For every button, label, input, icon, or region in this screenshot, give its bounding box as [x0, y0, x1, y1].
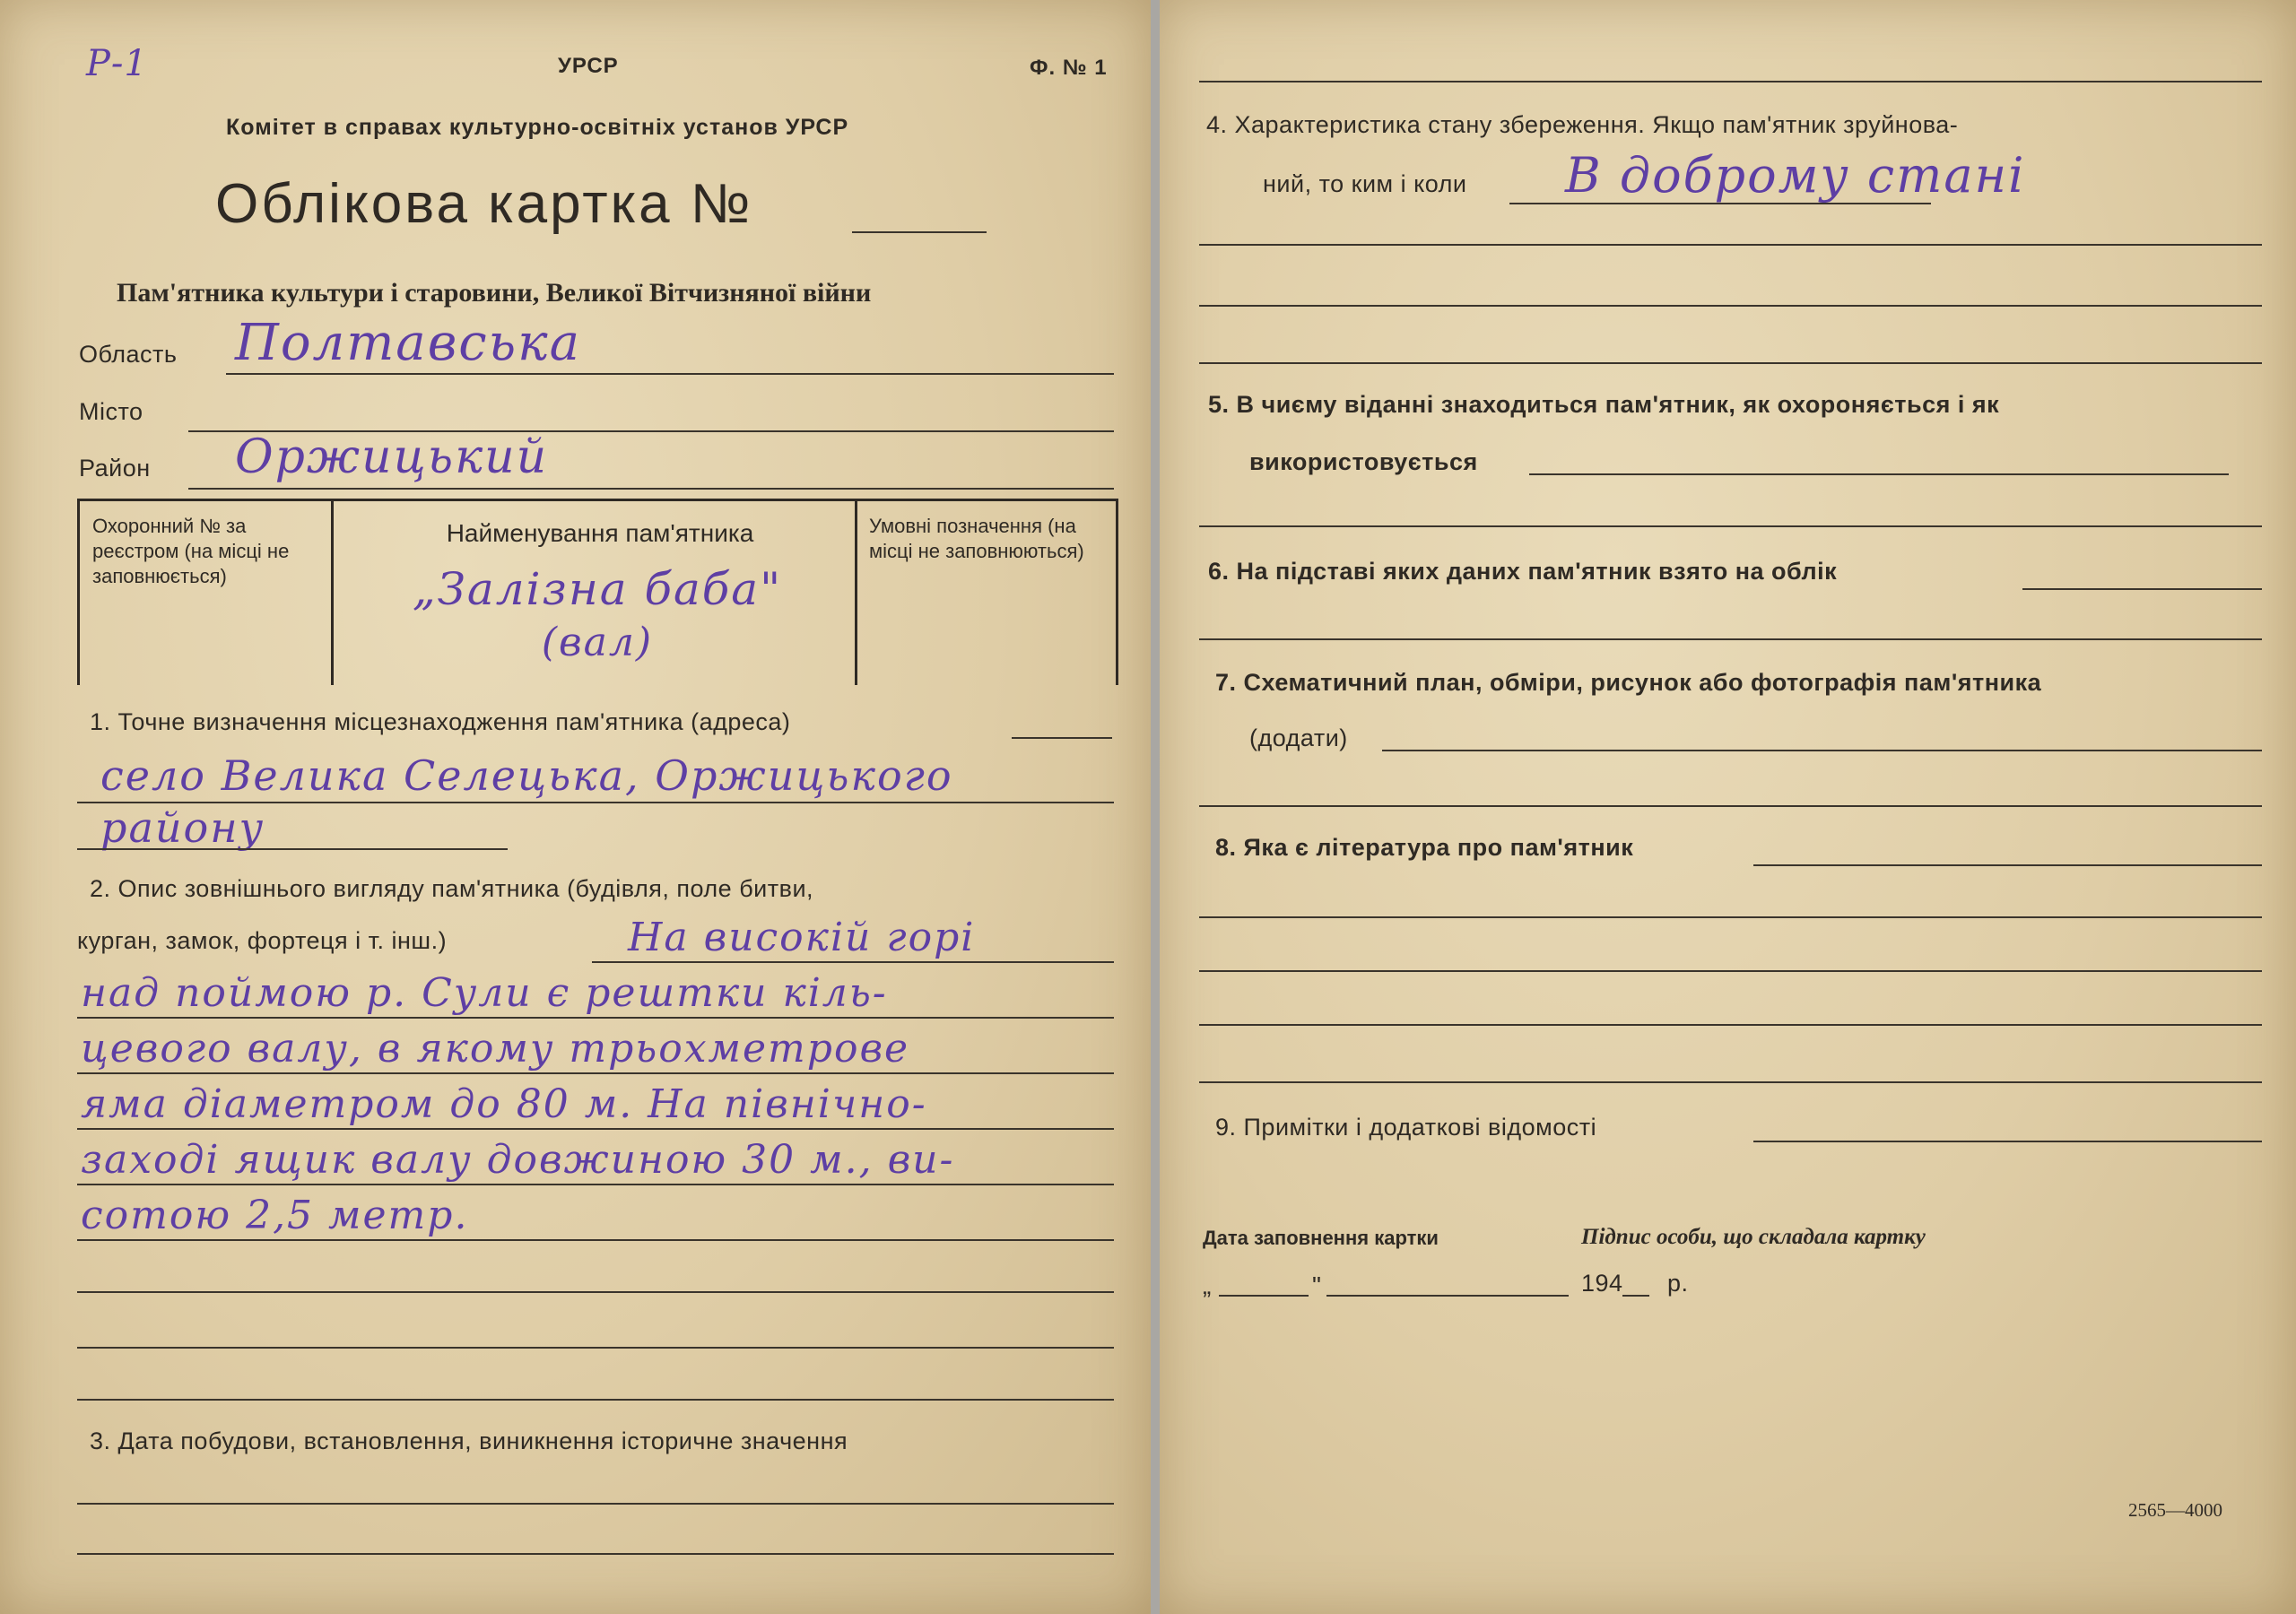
top-line [1199, 81, 2262, 82]
date-day-line [1219, 1295, 1309, 1297]
q3-line-1 [77, 1503, 1114, 1505]
date-year: 194 [1581, 1270, 1623, 1297]
q4-line-2 [1199, 305, 2262, 307]
form-number: Ф. № 1 [1030, 56, 1108, 80]
q1-line-0 [1012, 737, 1112, 739]
q8-line-1 [1199, 916, 2262, 918]
q2-line-5 [77, 1239, 1114, 1241]
q7-label-2: (додати) [1249, 725, 1348, 751]
q4-label-1: 4. Характеристика стану збереження. Якщо пам'ятник зруйнова- [1206, 111, 1959, 138]
oblast-line [226, 373, 1114, 375]
date-month-line [1326, 1295, 1569, 1297]
q2-value-2: над поймою р. Сули є рештки кіль- [81, 970, 888, 1016]
q2-value-5: заході ящик валу довжиною 30 м., ви- [81, 1137, 955, 1183]
q2-line-8 [77, 1399, 1114, 1401]
q2-line-6 [77, 1291, 1114, 1293]
date-label: Дата заповнення картки [1203, 1227, 1439, 1249]
oblast-label: Область [79, 341, 178, 368]
monument-type-value: (вал) [541, 620, 654, 665]
header-ussr: УРСР [558, 54, 619, 78]
q6-line-1 [1199, 638, 2262, 640]
q4-label-2: ний, то ким і коли [1263, 170, 1467, 197]
q2-line-7 [77, 1347, 1114, 1349]
q2-line-0 [592, 961, 1114, 963]
q6-line-0 [2022, 588, 2262, 590]
q5-line-0 [1529, 473, 2229, 475]
q2-line-3 [77, 1128, 1114, 1130]
q1-label: 1. Точне визначення місцезнаходження пам'ятника (адреса) [90, 708, 791, 735]
q1-value-1: село Велика Селецька, Оржицького [100, 751, 953, 800]
table-divider-2 [855, 501, 857, 685]
q4-line-0 [1509, 203, 1931, 204]
table-divider-1 [331, 501, 334, 685]
q2-value-6: сотою 2,5 метр. [81, 1193, 469, 1238]
q7-line-1 [1199, 805, 2262, 807]
q8-line-4 [1199, 1081, 2262, 1083]
page-gap [1151, 0, 1160, 1614]
raion-value: Оржицький [235, 430, 549, 484]
q8-label: 8. Яка є література про пам'ятник [1215, 834, 1634, 861]
q5-label-1: 5. В чиєму віданні знаходиться пам'ятник, як охороняється і як [1208, 391, 2000, 418]
table-col-symbols: Умовні позначення (на місці не заповнюються) [869, 515, 1084, 562]
raion-line [188, 488, 1114, 490]
q7-line-0 [1382, 750, 2262, 751]
q2-value-4: яма діаметром до 80 м. На північно- [81, 1081, 927, 1127]
q1-line-2 [77, 848, 508, 850]
q2-label-2: курган, замок, фортеця і т. інш.) [77, 927, 448, 954]
q7-label-1: 7. Схематичний план, обміри, рисунок або фотографія пам'ятника [1215, 669, 2042, 696]
committee-name: Комітет в справах культурно-освітніх установ УРСР [226, 115, 849, 140]
table-col-register: Охоронний № за реєстром (на місці не заповнюється) [92, 515, 290, 587]
city-label: Місто [79, 398, 144, 425]
card-title: Облікова картка № [215, 173, 753, 235]
q5-label-2: використовується [1249, 448, 1478, 475]
table-col-name: Найменування пам'ятника [446, 519, 754, 547]
q2-line-1 [77, 1017, 1114, 1019]
register-table [77, 499, 1118, 685]
q8-line-2 [1199, 970, 2262, 972]
date-r: р. [1667, 1270, 1689, 1297]
q2-value-3: цевого валу, в якому трьохметрове [81, 1026, 910, 1072]
q1-value-2: району [100, 803, 265, 852]
q9-label: 9. Примітки і додаткові відомості [1215, 1114, 1597, 1141]
print-code: 2565—4000 [2128, 1499, 2222, 1521]
card-subtitle: Пам'ятника культури і старовини, Великої Вітчизняної війни [117, 278, 872, 308]
q6-label: 6. На підставі яких даних пам'ятник взято на облік [1208, 558, 1838, 585]
q4-line-1 [1199, 244, 2262, 246]
monument-name-value: „Залізна баба" [412, 563, 783, 615]
q4-line-3 [1199, 362, 2262, 364]
date-quote-open: „ [1203, 1271, 1212, 1299]
oblast-value: Полтавська [235, 314, 581, 372]
date-quote-close: " [1312, 1271, 1321, 1299]
reference-mark: Р-1 [86, 43, 148, 84]
q4-value: В доброму стані [1565, 147, 2026, 204]
q8-line-0 [1753, 864, 2262, 866]
q9-line-0 [1753, 1141, 2262, 1142]
q3-label: 3. Дата побудови, встановлення, виникнення історичне значення [90, 1427, 848, 1454]
date-year-line [1622, 1295, 1649, 1297]
signature-label: Підпис особи, що складала картку [1581, 1225, 1926, 1249]
q8-line-3 [1199, 1024, 2262, 1026]
card-number-line [852, 231, 987, 233]
raion-label: Район [79, 455, 151, 482]
q5-line-1 [1199, 525, 2262, 527]
card-back-page [1160, 0, 2296, 1614]
q2-line-4 [77, 1184, 1114, 1185]
q2-value-1: На високій горі [628, 915, 976, 960]
q2-line-2 [77, 1072, 1114, 1074]
q2-label-1: 2. Опис зовнішнього вигляду пам'ятника (будівля, поле битви, [90, 875, 814, 902]
q3-line-2 [77, 1553, 1114, 1555]
